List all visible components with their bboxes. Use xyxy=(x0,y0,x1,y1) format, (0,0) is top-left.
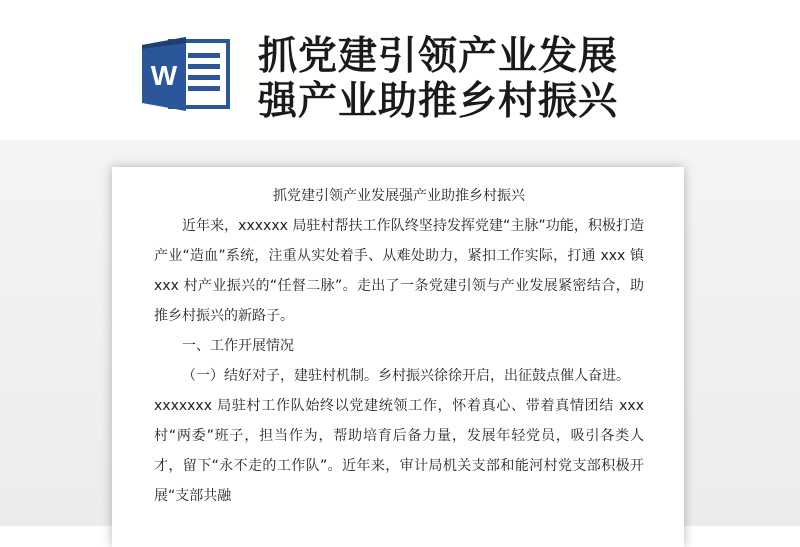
document-heading: 一、工作开展情况 xyxy=(182,338,294,354)
document-body xyxy=(154,181,644,511)
banner-title-line2: 强产业助推乡村振兴 xyxy=(258,79,619,124)
document-subheading: （一）结好对子，建驻村机制。乡村振兴徐徐开启，出征鼓点催人奋进。 xyxy=(182,368,630,384)
document-page xyxy=(112,167,684,547)
word-icon xyxy=(140,35,232,113)
banner-title xyxy=(258,34,778,124)
banner-header xyxy=(0,0,800,140)
document-paragraph: xxxxxxx 局驻村工作队始终以党建统领工作，怀着真心、带着真情团结 xxx 村“两委”班子，担当作为，帮助培育后备力量，发展年轻党员，吸引各类人才，留下“永不走的工作队”。近年来，审计局机关支部和能河村党支部积极开展“支部共融 xyxy=(154,398,644,504)
document-title: 抓党建引领产业发展强产业助推乡村振兴 xyxy=(273,188,525,204)
banner-title-line1: 抓党建引领产业发展 xyxy=(258,34,619,79)
word-icon-letter: W xyxy=(150,60,178,91)
document-paragraph: 近年来，xxxxxx 局驻村帮扶工作队终坚持发挥党建“主脉”功能，积极打造产业“造血”系统，注重从实处着手、从难处助力，紧扣工作实际，打通 xxx 镇 xxx 村产业振兴的“任督二脉”。走出了一条党建引领与产业发展紧密结合，助推乡村振兴的新路子。 xyxy=(154,218,644,324)
